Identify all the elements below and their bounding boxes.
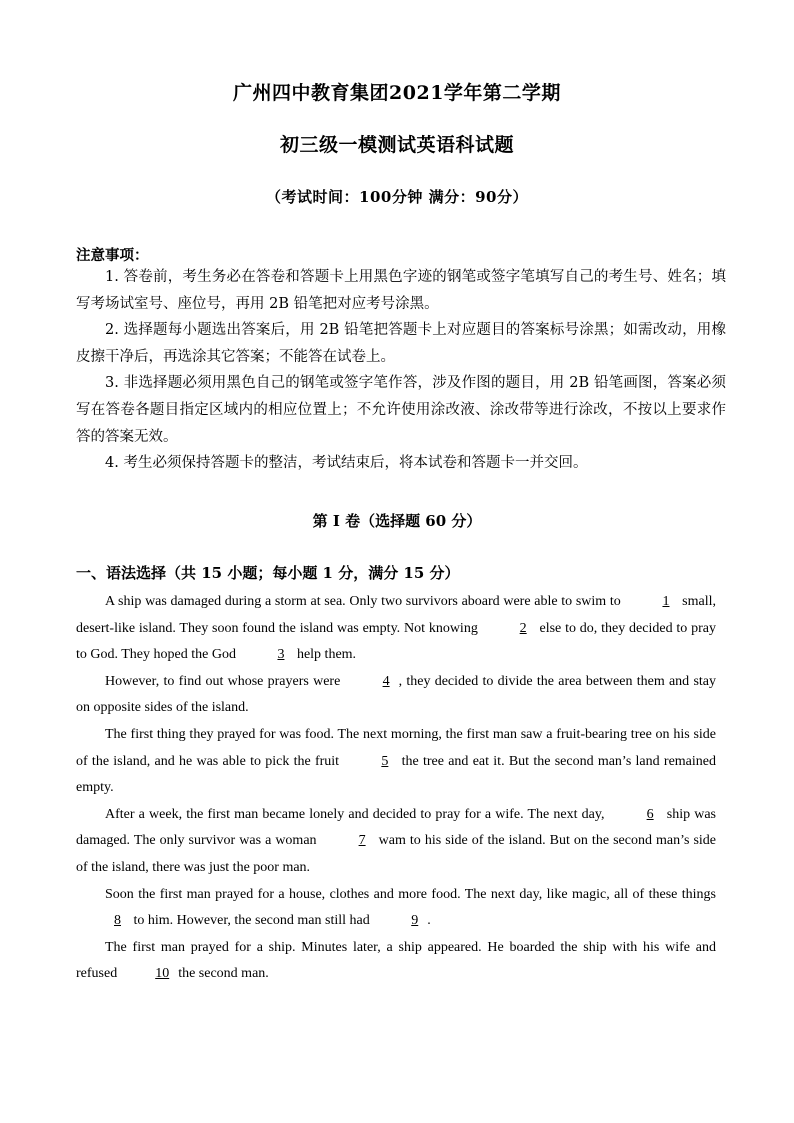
passage-text: else to do, they decided to pray to God. They hoped the God <box>76 620 716 663</box>
exam-info: （考试时间：100分钟 满分：90分） <box>266 188 528 206</box>
blank-8: 8 <box>114 913 121 929</box>
notice-item: 2. 选择题每小题选出答案后，用 2B 铅笔把答题卡上对应题目的答案标号涂黑；如需改动，用橡皮擦干净后，再选涂其它答案；不能答在试卷上。 <box>76 322 726 365</box>
exam-subtitle: 初三级一模测试英语科试题 <box>279 134 514 156</box>
passage-text: the tree and eat it. But the second man’s land remained empty. <box>76 753 716 796</box>
blank-3: 3 <box>277 647 285 663</box>
cloze-passage <box>76 589 716 988</box>
passage-text: wam to his side of the island. But on the second man’s side of the island, there was just the poor man. <box>76 833 717 875</box>
passage-text: Soon the first man prayed for a house, clothes and more food. The next day, like magic, all of these things <box>105 886 716 902</box>
notice-item: 4. 考生必须保持答题卡的整洁，考试结束后，将本试卷和答题卡一并交回。 <box>105 455 588 472</box>
passage-text: to him. However, the second man still had <box>133 913 370 929</box>
passage-text: The first man prayed for a ship. Minutes later, a ship appeared. He boarded the ship with his wife and refused <box>76 939 716 982</box>
passage-text: After a week, the first man became lonely and decided to pray for a wife. The next day, <box>105 806 605 822</box>
blank-9: 9 <box>411 913 419 929</box>
blank-10: 10 <box>155 966 170 982</box>
blank-6: 6 <box>646 806 654 822</box>
passage-paragraph <box>76 589 716 669</box>
blank-5: 5 <box>381 753 389 769</box>
passage-paragraph <box>76 802 716 882</box>
passage-text: The first thing they prayed for was food. The next morning, the first man saw a fruit-bearing tree on his side of the island, and he was able to pick the fruit <box>76 726 716 769</box>
notice-item: 3. 非选择题必须用黑色自己的钢笔或签字笔作答，涉及作图的题目，用 2B 铅笔画图，答案必须写在答卷各题目指定区域内的相应位置上；不允许使用涂改液、涂改带等进行涂改，不按以上要求作答的答案无效。 <box>76 375 726 445</box>
part-heading: 第 I 卷（选择题 60 分） <box>312 512 482 530</box>
passage-text: A ship was damaged during a storm at sea. Only two survivors aboard were able to swim to <box>105 594 621 609</box>
blank-1: 1 <box>662 594 670 609</box>
notice-list <box>76 264 726 477</box>
passage-text: small, desert-like island. They soon found the island was empty. Not knowing <box>76 594 717 636</box>
passage-text: ship was damaged. The only survivor was a woman <box>76 806 716 849</box>
notice-heading: 注意事项： <box>76 247 149 264</box>
blank-4: 4 <box>382 673 390 689</box>
passage-paragraph <box>76 669 716 722</box>
section-heading: 一、语法选择（共 15 小题；每小题 1 分，满分 15 分） <box>76 564 460 582</box>
passage-paragraph <box>76 882 716 935</box>
blank-2: 2 <box>519 620 527 636</box>
passage-text: the second man. <box>178 966 269 982</box>
passage-paragraph <box>76 935 716 988</box>
passage-text: However, to find out whose prayers were <box>105 673 341 689</box>
notice-item: 1. 答卷前，考生务必在答卷和答题卡上用黑色字迹的钢笔或签字笔填写自己的考生号、姓名；填写考场试室号、座位号，再用 2B 铅笔把对应考号涂黑。 <box>76 269 726 312</box>
passage-paragraph <box>76 722 716 802</box>
exam-title: 广州四中教育集团2021学年第二学期 <box>233 82 561 104</box>
passage-text: . <box>427 913 431 929</box>
passage-text: , they decided to divide the area between them and stay on opposite sides of the island. <box>76 673 716 716</box>
passage-text: help them. <box>296 647 357 663</box>
blank-7: 7 <box>358 833 366 849</box>
